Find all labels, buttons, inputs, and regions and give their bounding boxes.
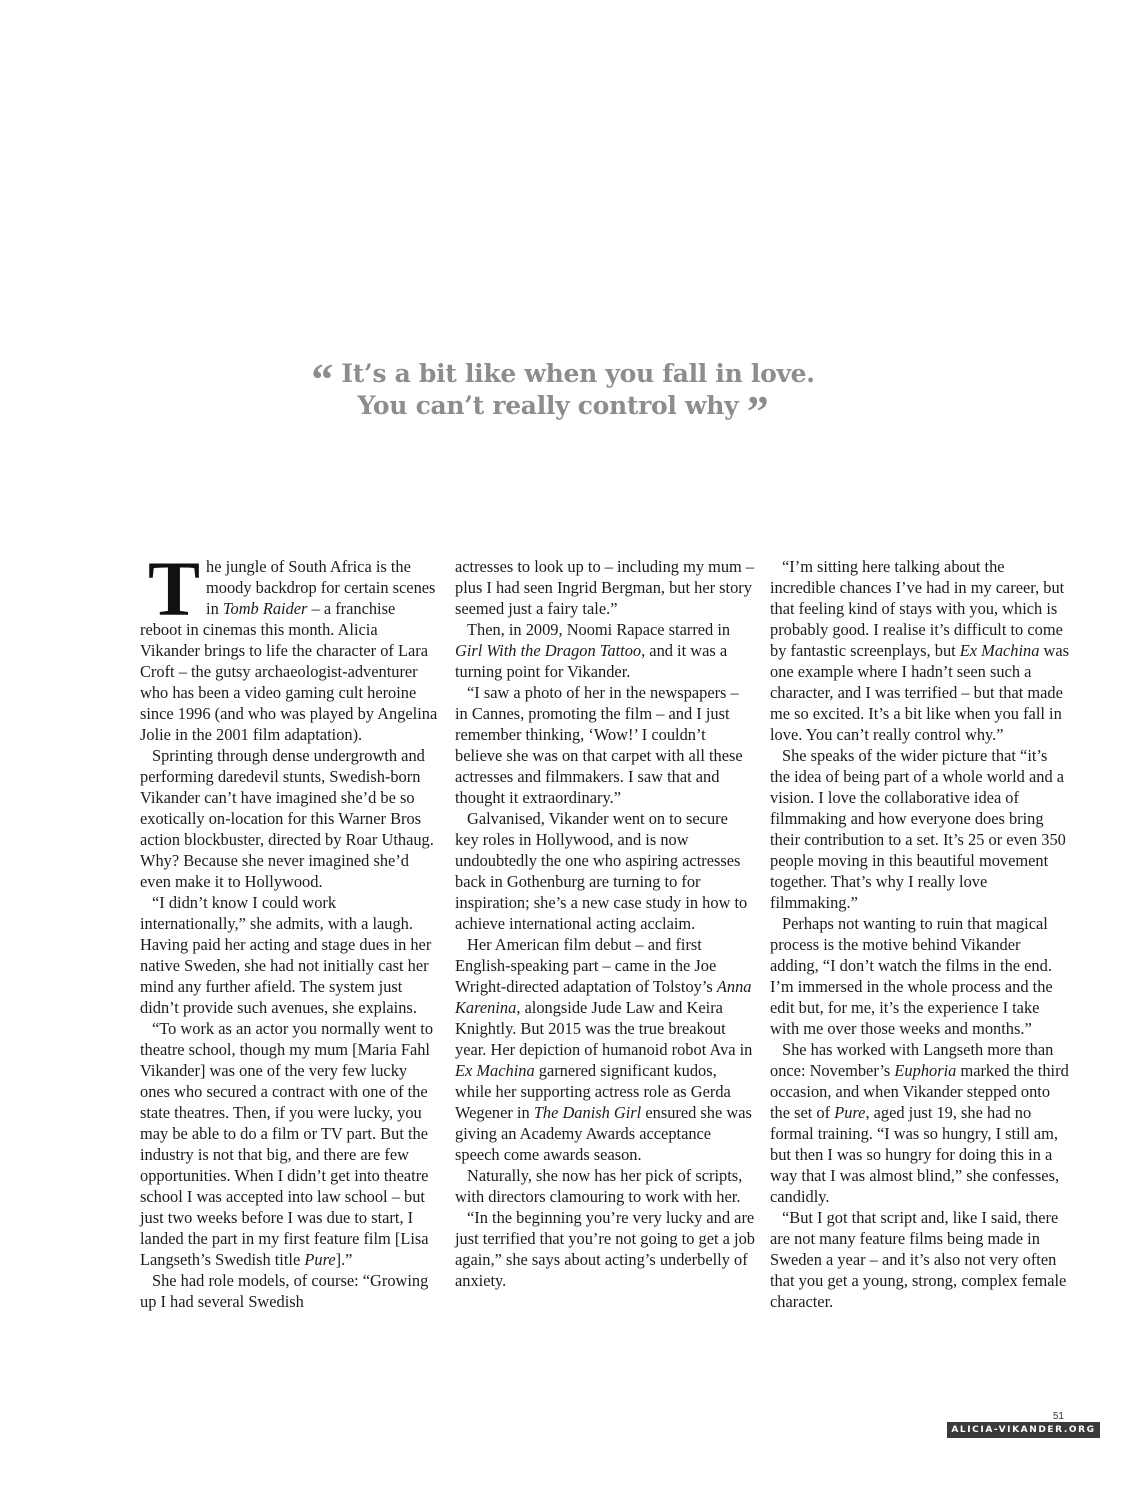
paragraph <box>770 556 1070 745</box>
paragraph: She had role models, of course: “Growing up I had several Swedish <box>140 1271 429 1311</box>
film-title: Anna Karenina <box>455 977 752 1017</box>
close-quote-mark: ” <box>746 387 769 436</box>
paragraph-text: “I’m sitting here talking about the incredible chances I’ve had in my career, but that feeling kind of stays with you, which is probably good. I realise it’s difficult to come by fantastic screenplays, but <box>770 557 1065 660</box>
film-title: Girl With the Dragon Tattoo <box>455 641 642 660</box>
paragraph <box>770 1039 1070 1207</box>
paragraph-text: “To work as an actor you normally went to theatre school, though my mum [Maria Fahl Vikander] was one of the very few lucky ones who secured a contract with one of the state theatres. Then, if you were lucky, you may be able to do a film or TV part. But the industry is not that big, and there are few opportunities. When I didn’t get into theatre school I was accepted into law school – but just two weeks before I was due to start, I landed the part in my first feature film [Lisa Langseth’s Swedish title <box>140 1019 434 1269</box>
paragraph: “I saw a photo of her in the newspapers – in Cannes, promoting the film – and I just remember thinking, ‘Wow!’ I couldn’t believe she was on that carpet with all these actresses and filmmakers. I saw that and thought it extraordinary.” <box>455 683 743 807</box>
paragraph: “But I got that script and, like I said, there are not many feature films being made in Sweden a year – and it’s also not very often that you get a young, strong, complex female character. <box>770 1208 1067 1311</box>
paragraph <box>140 545 440 745</box>
paragraph-text: , and it was a turning point for Vikander. <box>455 641 728 681</box>
paragraph-text: , alongside Jude Law and Keira Knightly. But 2015 was the true breakout year. Her depiction of humanoid robot Ava in <box>455 998 753 1059</box>
open-quote-mark: “ <box>311 355 333 404</box>
paragraph: “I didn’t know I could work internationally,” she admits, with a laugh. Having paid her acting and stage dues in her native Sweden, she had not initially cast her mind any further afield. The system just didn’t provide such avenues, she explains. <box>140 893 432 1017</box>
film-title: Pure <box>834 1103 866 1122</box>
film-title: The Danish Girl <box>533 1103 642 1122</box>
paragraph-text: he jungle of South Africa is the moody backdrop for certain scenes in <box>206 557 436 618</box>
film-title: Pure <box>304 1250 336 1269</box>
paragraph: Galvanised, Vikander went on to secure key roles in Hollywood, and is now undoubtedly the one who aspiring actresses back in Gothenburg are turning to for inspiration; she’s a new case study in how to achieve international acting acclaim. <box>455 809 748 933</box>
paragraph <box>140 1018 440 1270</box>
paragraph <box>455 619 755 682</box>
paragraph: Sprinting through dense undergrowth and performing daredevil stunts, Swedish-born Vikander can’t have imagined she’d be so exotically on-location for this Warner Bros action blockbuster, directed by Roar Uthaug. Why? Because she never imagined she’d even make it to Hollywood. <box>140 746 434 891</box>
paragraph-text: She has worked with Langseth more than once: November’s <box>770 1040 1054 1080</box>
paragraph-text: ensured she was giving an Academy Awards acceptance speech come awards season. <box>455 1103 752 1164</box>
page-number: 51 <box>1052 1411 1064 1422</box>
paragraph: “In the beginning you’re very lucky and are just terrified that you’re not going to get a job again,” she says about acting’s underbelly of anxiety. <box>455 1208 755 1290</box>
paragraph-text: Then, in 2009, Noomi Rapace starred in <box>467 620 731 639</box>
paragraph: She speaks of the wider picture that “it’s the idea of being part of a whole world and a vision. I love the collaborative idea of filmmaking and how everyone does bring their contribution to a set. It’s 25 or even 350 people moving in this beautiful movement together. That’s why I really love filmmaking.” <box>770 746 1066 912</box>
drop-cap: T <box>148 545 201 632</box>
paragraph-text: ].” <box>335 1250 353 1269</box>
article-column-2 <box>455 556 755 1291</box>
paragraph-text: – a franchise reboot in cinemas this month. Alicia Vikander brings to life the character of Lara Croft – the gutsy archaeologist-adventurer who has been a video gaming cult heroine since 1996 (and who was played by Angelina Jolie in the 2001 film adaptation). <box>140 599 438 744</box>
paragraph: Perhaps not wanting to ruin that magical process is the motive behind Vikander adding, “I don’t watch the films in the end. I’m immersed in the whole process and the edit but, for me, it’s the experience I take with me over those weeks and months.” <box>770 914 1053 1038</box>
paragraph-text: , aged just 19, she had no formal training. “I was so hungry, I still am, but then I was so hungry for doing this in a way that I was almost blind,” she confesses, candidly. <box>770 1103 1060 1206</box>
film-title: Euphoria <box>894 1061 957 1080</box>
paragraph-text: was one example where I hadn’t seen such a character, and I was terrified – but that made me so excited. It’s a bit like when you fall in love. You can’t really control why.” <box>770 641 1070 744</box>
paragraph-text: garnered significant kudos, while her supporting actress role as Gerda Wegener in <box>455 1061 731 1122</box>
article-column-3 <box>770 556 1070 1312</box>
paragraph <box>455 934 755 1165</box>
pull-quote-line-1: It’s a bit like when you fall in love. <box>341 359 815 388</box>
paragraph: Naturally, she now has her pick of scripts, with directors clamouring to work with her. <box>455 1166 743 1206</box>
film-title: Ex Machina <box>959 641 1040 660</box>
website-badge: ALICIA-VIKANDER.ORG <box>947 1422 1100 1438</box>
pull-quote <box>200 355 926 436</box>
film-title: Ex Machina <box>455 1061 535 1080</box>
paragraph-text: Her American film debut – and first English-speaking part – came in the Joe Wright-directed adaptation of Tolstoy’s <box>455 935 717 996</box>
paragraph: actresses to look up to – including my mum – plus I had seen Ingrid Bergman, but her story seemed just a fairy tale.” <box>455 557 755 618</box>
film-title: Tomb Raider <box>222 599 308 618</box>
paragraph-text: marked the third occasion, and when Vikander stepped onto the set of <box>770 1061 1069 1122</box>
pull-quote-line-2: You can’t really control why <box>357 391 739 420</box>
article-column-1 <box>140 545 440 1312</box>
